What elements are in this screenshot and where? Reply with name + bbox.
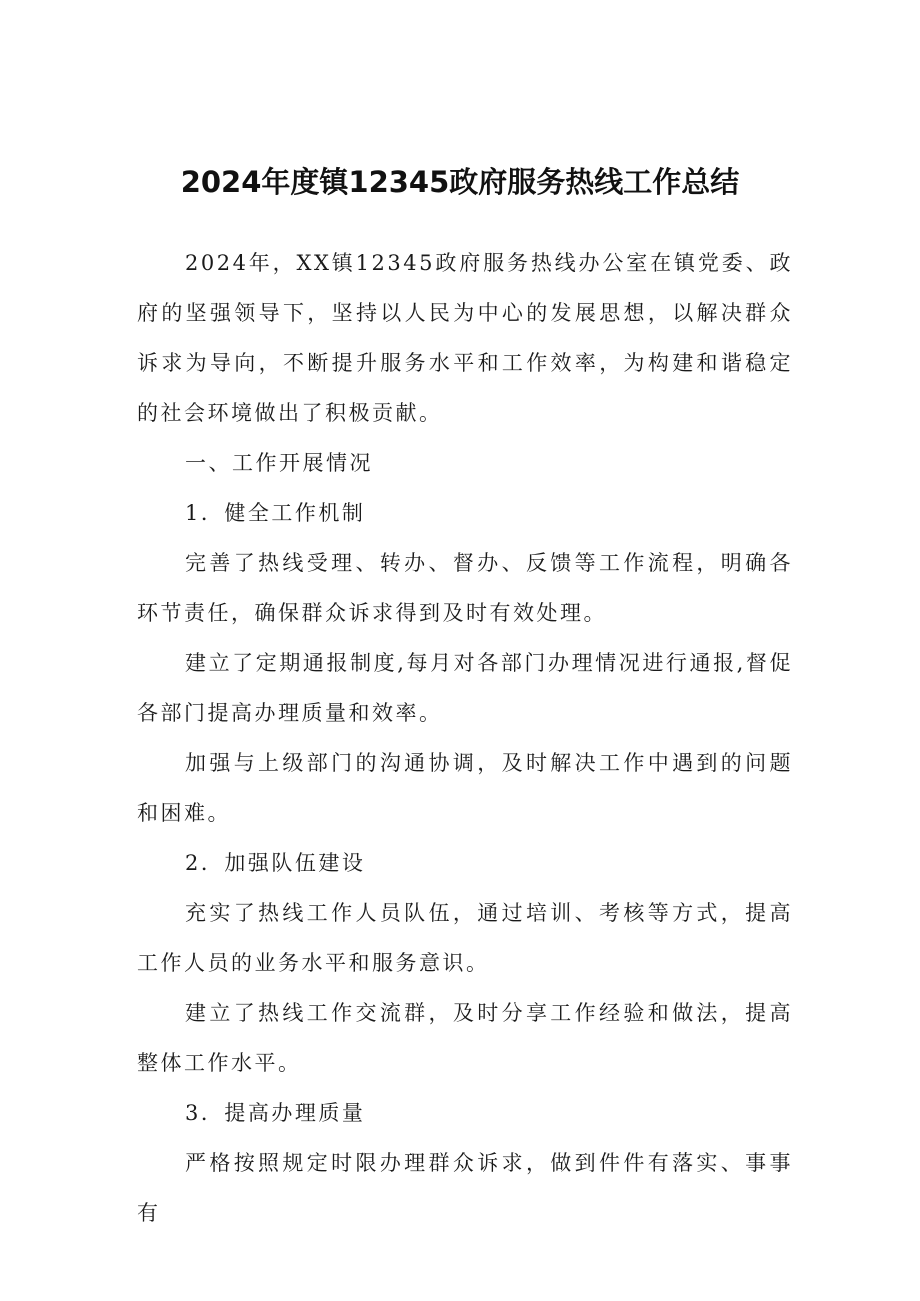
section-heading-work-progress: 一、工作开展情况 <box>185 451 373 475</box>
body-paragraph: 建立了定期通报制度,每月对各部门办理情况进行通报,督促各部门提高办理质量和效率。 <box>137 651 793 725</box>
body-paragraph: 加强与上级部门的沟通协调，及时解决工作中遇到的问题和困难。 <box>137 751 793 825</box>
body-paragraph: 建立了热线工作交流群，及时分享工作经验和做法，提高整体工作水平。 <box>137 1001 793 1075</box>
document-title: 2024年度镇12345政府服务热线工作总结 <box>180 165 740 199</box>
subsection-heading-mechanism: 1．健全工作机制 <box>185 501 366 525</box>
body-paragraph: 充实了热线工作人员队伍，通过培训、考核等方式，提高工作人员的业务水平和服务意识。 <box>137 901 793 975</box>
body-paragraph: 严格按照规定时限办理群众诉求，做到件件有落实、事事有 <box>137 1151 793 1225</box>
intro-paragraph: 2024年，XX镇12345政府服务热线办公室在镇党委、政府的坚强领导下，坚持以人民为中心的发展思想，以解决群众诉求为导向，不断提升服务水平和工作效率，为构建和谐稳定的社会环境做出了积极贡献。 <box>137 251 793 425</box>
subsection-heading-quality: 3．提高办理质量 <box>185 1101 366 1125</box>
document-body <box>137 238 793 1238</box>
subsection-heading-team: 2．加强队伍建设 <box>185 851 366 875</box>
body-paragraph: 完善了热线受理、转办、督办、反馈等工作流程，明确各环节责任，确保群众诉求得到及时有效处理。 <box>137 551 793 625</box>
